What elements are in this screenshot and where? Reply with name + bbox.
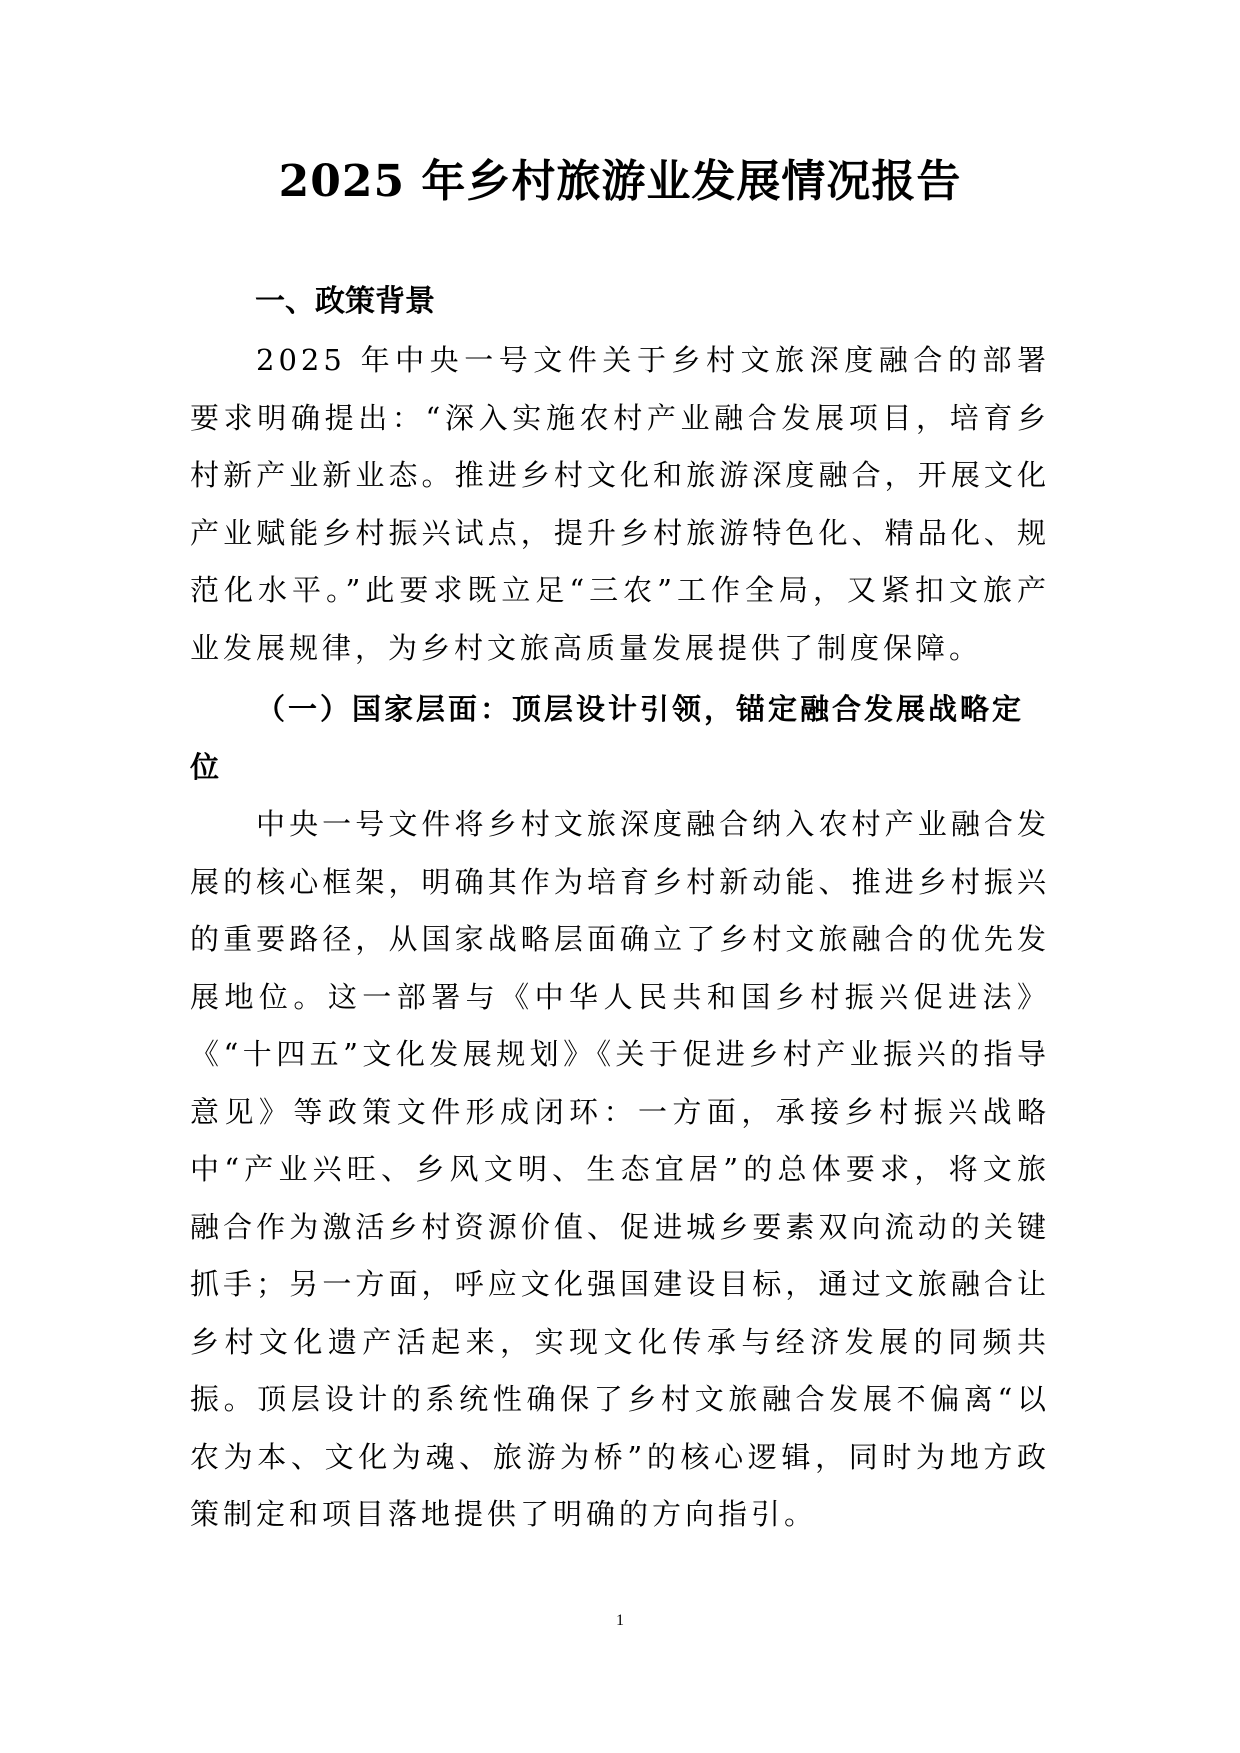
section-paragraph: 2025 年中央一号文件关于乡村文旅深度融合的部署要求明确提出：“深入实施农村产业融合发展项目，培育乡村新产业新业态。推进乡村文化和旅游深度融合，开展文化产业赋能乡村振兴试点，提升乡村旅游特色化、精品化、规范化水平。”此要求既立足“三农”工作全局，又紧扣文旅产业发展规律，为乡村文旅高质量发展提供了制度保障。: [190, 343, 1050, 665]
subsection-paragraph: 中央一号文件将乡村文旅深度融合纳入农村产业融合发展的核心框架，明确其作为培育乡村新动能、推进乡村振兴的重要路径，从国家战略层面确立了乡村文旅融合的优先发展地位。这一部署与《中华人民共和国乡村振兴促进法》《“十四五”文化发展规划》《关于促进乡村产业振兴的指导意见》等政策文件形成闭环：一方面，承接乡村振兴战略中“产业兴旺、乡风文明、生态宜居”的总体要求，将文旅融合作为激活乡村资源价值、促进城乡要素双向流动的关键抓手；另一方面，呼应文化强国建设目标，通过文旅融合让乡村文化遗产活起来，实现文化传承与经济发展的同频共振。顶层设计的系统性确保了乡村文旅融合发展不偏离“以农为本、文化为魂、旅游为桥”的核心逻辑，同时为地方政策制定和项目落地提供了明确的方向指引。: [190, 807, 1050, 1531]
subsection-heading-national-level: （一）国家层面：顶层设计引领，锚定融合发展战略定位: [190, 692, 1025, 784]
document-title: 2025 年乡村旅游业发展情况报告: [278, 156, 962, 207]
section-heading-policy-background: 一、政策背景: [255, 284, 435, 319]
page-number: 1: [616, 1612, 624, 1629]
